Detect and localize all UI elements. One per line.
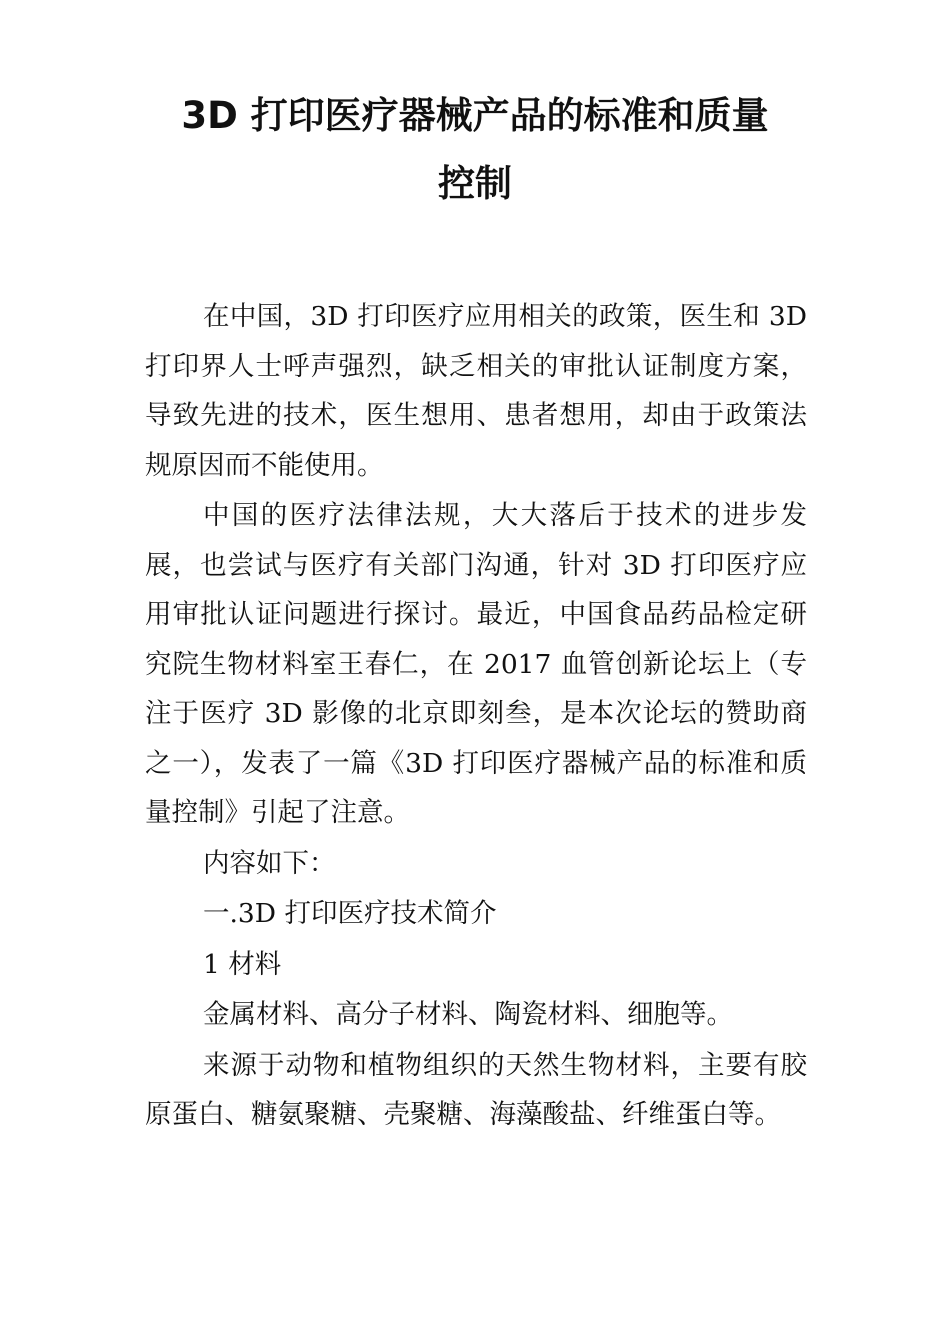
document-title-line-1: 3D 打印医疗器械产品的标准和质量 bbox=[181, 94, 769, 137]
paragraph-natural-materials: 来源于动物和植物组织的天然生物材料，主要有胶原蛋白、糖氨聚糖、壳聚糖、海藻酸盐、纤维蛋白等。 bbox=[145, 1049, 807, 1130]
paragraph-policy: 在中国，3D 打印医疗应用相关的政策，医生和 3D 打印界人士呼声强烈，缺乏相关的审批认证制度方案，导致先进的技术，医生想用、患者想用，却由于政策法规原因而不能使用。 bbox=[145, 301, 807, 481]
paragraph-content-intro: 内容如下： bbox=[203, 847, 336, 879]
document-body bbox=[145, 292, 807, 1140]
section-heading-technology: 一.3D 打印医疗技术简介 bbox=[203, 898, 497, 929]
paragraph-material-types: 金属材料、高分子材料、陶瓷材料、细胞等。 bbox=[203, 999, 733, 1030]
paragraph-regulation: 中国的医疗法律法规，大大落后于技术的进步发展，也尝试与医疗有关部门沟通，针对 3D 打印医疗应用审批认证问题进行探讨。最近，中国食品药品检定研究院生物材料室王春仁，在 2017 血管创新论坛上（专注于医疗 3D 影像的北京即刻叁，是本次论坛的赞助商之一），发表了一篇《3D 打印医疗器械产品的标准和质量控制》引起了注意。 bbox=[145, 500, 807, 828]
subsection-heading-materials: 1 材料 bbox=[203, 948, 282, 980]
document-title bbox=[130, 82, 820, 218]
document-title-line-2: 控制 bbox=[438, 162, 512, 205]
